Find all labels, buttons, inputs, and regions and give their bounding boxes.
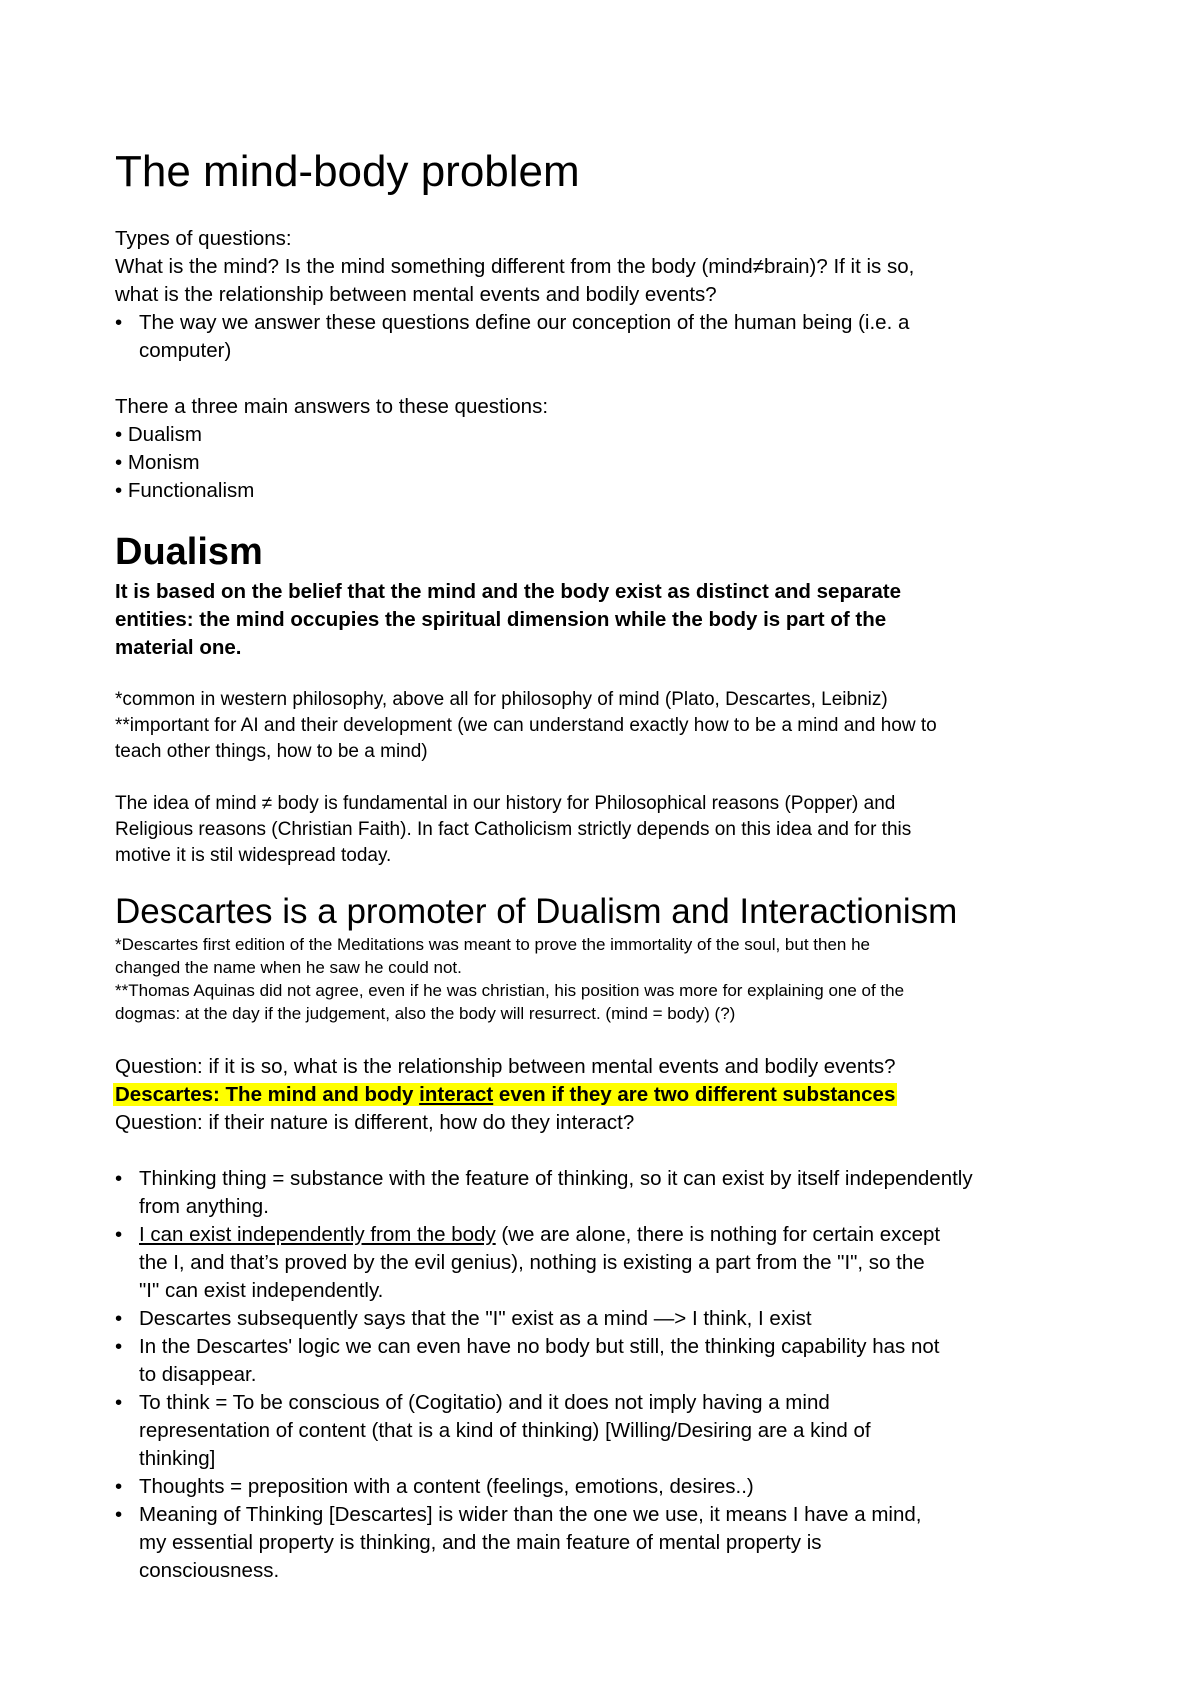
descartes-note-2-line-1: **Thomas Aquinas did not agree, even if he was christian, his position was more for explaining one of the — [115, 981, 905, 1000]
bullet-marker: • — [115, 311, 123, 334]
intro-bullet-line-1: The way we answer these questions define our conception of the human being (i.e. a — [139, 311, 910, 334]
list-item-line-1: Thoughts = preposition with a content (feelings, emotions, desires..) — [139, 1475, 754, 1498]
answer-monism: • Monism — [115, 451, 200, 474]
list-item-line-3: consciousness. — [139, 1559, 280, 1582]
dualism-paragraph-line-1: The idea of mind ≠ body is fundamental in our history for Philosophical reasons (Popper) and — [115, 793, 896, 814]
list-item-line-2: my essential property is thinking, and the main feature of mental property is — [139, 1531, 822, 1554]
answer-functionalism: • Functionalism — [115, 479, 255, 502]
list-item-line-3: "I" can exist independently. — [139, 1279, 384, 1302]
list-item-line-2: from anything. — [139, 1195, 269, 1218]
dualism-paragraph-line-2: Religious reasons (Christian Faith). In fact Catholicism strictly depends on this idea and for this — [115, 819, 912, 840]
dualism-definition-line-1: It is based on the belief that the mind and the body exist as distinct and separate — [115, 580, 901, 603]
bullet-marker: • — [115, 1223, 123, 1246]
question-line-1: What is the mind? Is the mind something different from the body (mind≠brain)? If it is so, — [115, 255, 915, 278]
list-item-line-1: To think = To be conscious of (Cogitatio) and it does not imply having a mind — [139, 1391, 830, 1414]
question-line-2: what is the relationship between mental events and bodily events? — [115, 283, 717, 306]
page-title: The mind-body problem — [115, 147, 580, 196]
dualism-definition-line-3: material one. — [115, 636, 242, 659]
dualism-note-2-line-2: teach other things, how to be a mind) — [115, 741, 428, 762]
answers-label: There a three main answers to these questions: — [115, 395, 549, 418]
bullet-marker: • — [115, 1335, 123, 1358]
list-item-line-1: Thinking thing = substance with the feature of thinking, so it can exist by itself independently — [139, 1167, 973, 1190]
descartes-note-1-line-1: *Descartes first edition of the Meditations was meant to prove the immortality of the soul, but then he — [115, 935, 870, 954]
list-item-line-1: Descartes subsequently says that the "I" exist as a mind —> I think, I exist — [139, 1307, 812, 1330]
bullet-marker: • — [115, 1391, 123, 1414]
underlined-phrase: I can exist independently from the body — [139, 1223, 496, 1246]
question-2: Question: if their nature is different, how do they interact? — [115, 1111, 635, 1134]
list-item-line-2: representation of content (that is a kind of thinking) [Willing/Desiring are a kind of — [139, 1419, 871, 1442]
highlighted-statement — [113, 1081, 897, 1109]
answer-dualism: • Dualism — [115, 423, 202, 446]
list-item-line-1 — [139, 1221, 940, 1249]
highlight-text-interact: interact — [419, 1083, 494, 1106]
types-label: Types of questions: — [115, 227, 292, 250]
list-item-line-1: Meaning of Thinking [Descartes] is wider than the one we use, it means I have a mind, — [139, 1503, 922, 1526]
descartes-note-2-line-2: dogmas: at the day if the judgement, also the body will resurrect. (mind = body) (?) — [115, 1004, 736, 1023]
list-item-line-2: the I, and that’s proved by the evil genius), nothing is existing a part from the "I", so the — [139, 1251, 925, 1274]
bullet-marker: • — [115, 1503, 123, 1526]
list-item-line-3: thinking] — [139, 1447, 216, 1470]
dualism-paragraph-line-3: motive it is stil widespread today. — [115, 845, 392, 866]
list-item-line-1: In the Descartes' logic we can even have no body but still, the thinking capability has not — [139, 1335, 940, 1358]
descartes-heading: Descartes is a promoter of Dualism and Interactionism — [115, 892, 958, 931]
dualism-note-2-line-1: **important for AI and their development (we can understand exactly how to be a mind and how to — [115, 715, 937, 736]
dualism-heading: Dualism — [115, 531, 263, 573]
list-item-rest: (we are alone, there is nothing for certain except — [495, 1223, 941, 1246]
bullet-marker: • — [115, 1475, 123, 1498]
bullet-marker: • — [115, 1167, 123, 1190]
bullet-marker: • — [115, 1307, 123, 1330]
highlight-text-before: Descartes: The mind and body — [115, 1083, 420, 1106]
list-item-line-2: to disappear. — [139, 1363, 257, 1386]
question-1: Question: if it is so, what is the relationship between mental events and bodily events? — [115, 1055, 896, 1078]
descartes-note-1-line-2: changed the name when he saw he could not. — [115, 958, 462, 977]
highlight-text-after: even if they are two different substances — [493, 1083, 896, 1106]
intro-bullet-line-2: computer) — [139, 339, 232, 362]
dualism-definition-line-2: entities: the mind occupies the spiritual dimension while the body is part of the — [115, 608, 887, 631]
dualism-note-1: *common in western philosophy, above all for philosophy of mind (Plato, Descartes, Leibniz) — [115, 689, 888, 710]
